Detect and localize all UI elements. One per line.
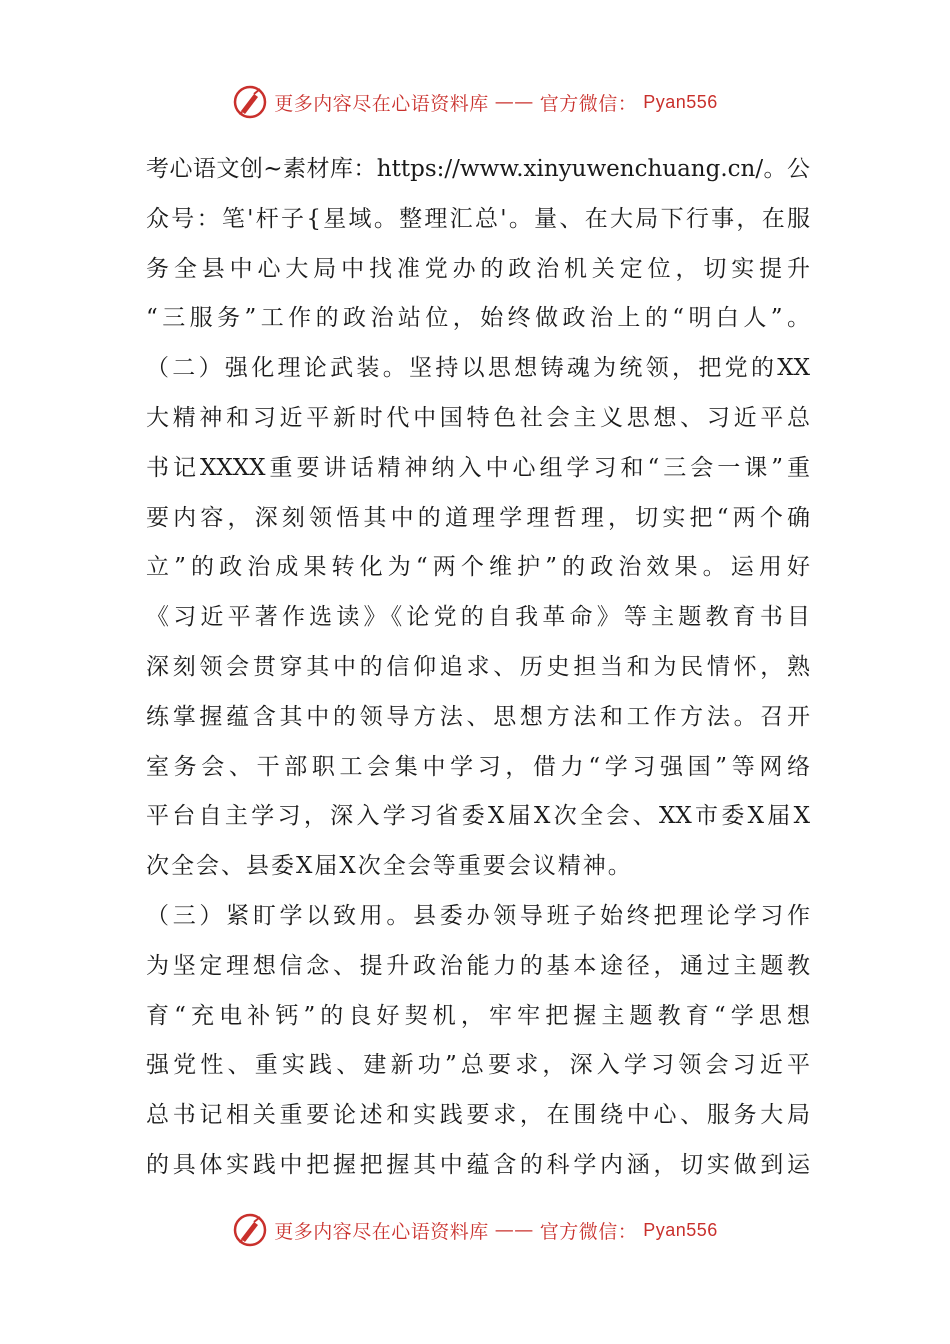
banner-wechat-label: 官方微信： <box>539 1220 638 1243</box>
body-line: 育“充电补钙”的良好契机，牢牢把握主题教育“学思想 <box>146 1002 810 1029</box>
body-line: 练掌握蕴含其中的领导方法、思想方法和工作方法。召开 <box>146 703 810 730</box>
body-line: “三服务”工作的政治站位，始终做政治上的“明白人”。 <box>146 305 810 332</box>
header-banner <box>0 82 950 122</box>
body-line: 《习近平著作选读》《论党的自我革命》等主题教育书目 <box>146 604 810 631</box>
banner-wechat-id: Pyan556 <box>643 91 718 112</box>
body-line: （二）强化理论武装。坚持以思想铸魂为统领，把党的XX <box>146 355 810 382</box>
body-line: 室务会、干部职工会集中学习，借力“学习强国”等网络 <box>146 753 810 780</box>
pen-nib-logo-icon <box>232 84 268 120</box>
body-line: 立”的政治成果转化为“两个维护”的政治效果。运用好 <box>146 554 810 581</box>
banner-inner <box>232 1212 718 1248</box>
body-line: 务全县中心大局中找准党办的政治机关定位，切实提升 <box>146 255 810 282</box>
body-line: 考心语文创~素材库：https://www.xinyuwenchuang.cn/。公 <box>146 156 810 182</box>
body-line: （三）紧盯学以致用。县委办领导班子始终把理论学习作 <box>146 902 810 929</box>
banner-wechat-id: Pyan556 <box>643 1219 718 1240</box>
body-line: 为坚定理想信念、提升政治能力的基本途径，通过主题教 <box>146 952 810 979</box>
banner-brand-text: 更多内容尽在心语资料库 <box>274 92 489 115</box>
banner-inner <box>232 84 718 120</box>
body-line: 次全会、县委X届X次全会等重要会议精神。 <box>146 853 633 880</box>
banner-brand-text: 更多内容尽在心语资料库 <box>274 1220 489 1243</box>
document-body <box>146 145 810 1191</box>
body-line: 深刻领会贯穿其中的信仰追求、历史担当和为民情怀，熟 <box>146 653 810 680</box>
body-line: 强党性、重实践、建新功”总要求，深入学习领会习近平 <box>146 1052 810 1079</box>
footer-banner <box>0 1210 950 1250</box>
body-line: 总书记相关重要论述和实践要求，在围绕中心、服务大局 <box>146 1102 810 1129</box>
banner-wechat-label: 官方微信： <box>539 92 638 115</box>
pen-nib-logo-icon <box>232 1212 268 1248</box>
body-line: 大精神和习近平新时代中国特色社会主义思想、习近平总 <box>146 404 810 431</box>
body-line: 平台自主学习，深入学习省委X届X次全会、XX市委X届X <box>146 803 810 830</box>
body-line: 的具体实践中把握把握其中蕴含的科学内涵，切实做到运 <box>146 1151 810 1178</box>
body-line: 众号：笔'杆子{星域。整理汇总'。量、在大局下行事，在服 <box>146 205 810 232</box>
banner-dash: —— <box>494 1219 534 1241</box>
body-line: 要内容，深刻领悟其中的道理学理哲理，切实把“两个确 <box>146 504 810 531</box>
banner-dash: —— <box>494 91 534 113</box>
body-line: 书记XXXX重要讲话精神纳入中心组学习和“三会一课”重 <box>146 454 810 481</box>
